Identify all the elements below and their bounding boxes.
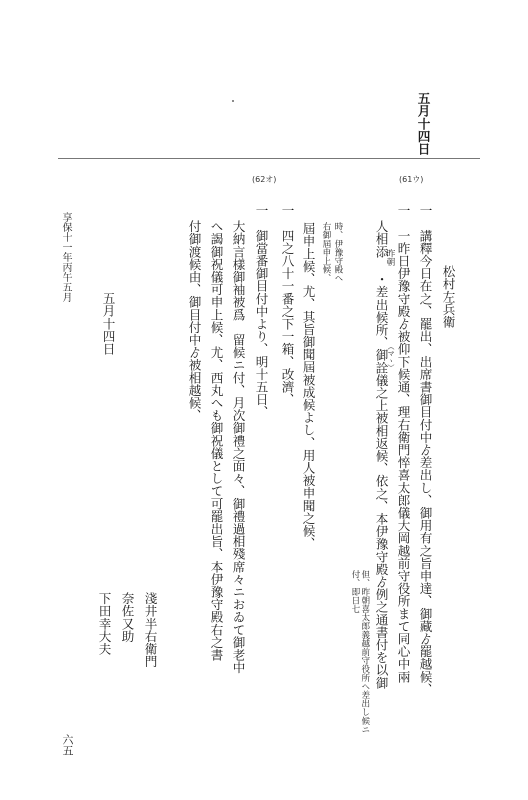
entry-7: 大納言樣御袖被爲 留候ニ付、月次御禮之面々、御禮過相殘席々ニおゐて御老中: [230, 220, 246, 674]
section-rule: [58, 158, 480, 159]
upper-date: 五月十四日: [415, 92, 431, 155]
entry-8: へ謁御祝儀可申上候、尤、西丸へも御祝儀として可罷出旨、本伊豫守殿右之書: [208, 220, 224, 661]
entry-5: 一 四之八十一番之下一箱、改濟、: [279, 204, 295, 406]
entry-6: 一 御當番御目付中より、明十五日、: [253, 204, 269, 419]
entry-2-main: 一 一昨日伊豫守殿ゟ被仰下候通、理右衛門悴喜太郎儀大岡越前守役所まて同心中兩: [395, 204, 411, 683]
upper-name: 松村左兵衛: [440, 265, 456, 328]
speck-mark: [232, 100, 234, 102]
entry-4-note-b: 右御屆申上候、: [320, 222, 331, 283]
entry-3-main: ・差出候所、御詮儀之上被相返候、依之、本伊豫守殿ゟ例之通書付を以御: [373, 273, 389, 689]
entry-4-note-a: 時、伊豫守殿へ: [332, 222, 343, 283]
folio-marker-left: (62オ): [252, 175, 277, 184]
signer-1: 淺井半右衛門: [142, 592, 158, 668]
entry-3-inline-note: 昨朝: [384, 249, 395, 267]
entry-4-main: 屆申上候、尤、其旨御聞屆被成候よし、用人被申聞之候、: [300, 222, 316, 550]
entry-3-prefix: 人相添: [373, 220, 389, 258]
entry-9: 付御渡候由、御目付中ゟ被相越候、: [186, 220, 202, 422]
folio-marker-right: (61ウ): [399, 175, 424, 184]
entry-1: 一 講釋今日在之、罷出、出席書御目付中ゟ差出し、御用有之旨申達、御藏ゟ罷越候、: [417, 204, 433, 696]
signer-2: 奈佐又助: [119, 592, 135, 643]
entry-3-ruby: （マヽ）: [387, 343, 396, 371]
signer-3: 下田幸大夫: [96, 592, 112, 655]
closing-date: 五月十四日: [100, 292, 116, 355]
entry-2-note: 但、昨朝喜太郎義越前守役所へ差出し候ニ付、即日七: [349, 570, 370, 734]
page-number: 六五: [61, 734, 74, 756]
running-header: 享保十一年丙午五月: [60, 212, 71, 302]
